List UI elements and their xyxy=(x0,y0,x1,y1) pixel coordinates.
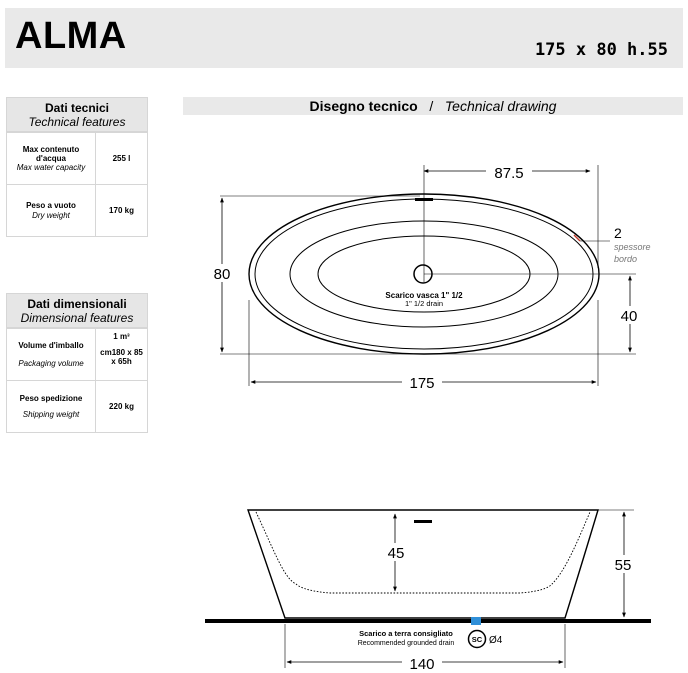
ground-drain-marker xyxy=(471,617,481,625)
dim-width: 80 xyxy=(213,266,231,283)
overflow-slot-side xyxy=(414,520,432,523)
rim-label-2: bordo xyxy=(614,254,638,264)
dim-length: 175 xyxy=(409,375,435,392)
drawing-title-separator: / xyxy=(429,98,434,114)
tech-features-subtitle: Technical features xyxy=(28,115,126,129)
shipping-weight-sublabel: Shipping weight xyxy=(22,409,80,419)
shipping-weight-value: 220 kg xyxy=(109,401,134,411)
sc-badge-text: SC xyxy=(471,635,483,644)
water-capacity-value: 255 l xyxy=(112,153,131,163)
drain-label-it: Scarico vasca 1" 1/2 xyxy=(385,291,463,300)
top-view xyxy=(208,162,651,392)
rim-thickness: 2 xyxy=(614,225,622,241)
rim-label-1: spessore xyxy=(614,242,651,252)
shipping-weight-label: Peso spedizione xyxy=(19,394,83,404)
tub-side-profile xyxy=(248,510,598,618)
tech-features-title: Dati tecnici xyxy=(44,101,110,115)
packaging-volume-sublabel: Packaging volume xyxy=(18,358,84,368)
dry-weight-sublabel: Dry weight xyxy=(32,210,70,220)
dim-height: 55 xyxy=(614,557,632,574)
dim-features-title: Dati dimensionali xyxy=(27,297,127,311)
dry-weight-label: Peso a vuoto xyxy=(26,201,76,211)
ground-drain-label-en: Recommended grounded drain xyxy=(357,640,455,647)
dim-base: 140 xyxy=(409,656,435,673)
water-capacity-sublabel: Max water capacity xyxy=(16,163,86,173)
drain-diameter: Ø4 xyxy=(489,635,503,646)
side-view xyxy=(205,510,651,673)
ground-drain-label-it: Scarico a terra consigliato xyxy=(359,629,453,638)
packaging-volume-label: Volume d'imballo xyxy=(18,341,84,351)
packaging-volume-value: 1 m³ xyxy=(113,332,130,341)
dim-half-width: 40 xyxy=(620,308,638,325)
product-size: 175 x 80 h.55 xyxy=(534,40,668,60)
dry-weight-value: 170 kg xyxy=(109,205,134,215)
ground-line xyxy=(205,619,651,623)
packaging-dimensions-value: cm180 x 85 x 65h xyxy=(100,347,143,367)
dim-depth: 45 xyxy=(387,545,405,562)
water-capacity-label: Max contenuto d'acqua xyxy=(22,144,80,163)
drawing-title-it: Disegno tecnico xyxy=(309,98,418,114)
product-name: ALMA xyxy=(15,15,127,57)
dim-half-length: 87.5 xyxy=(494,165,524,182)
drain-label-en: 1" 1/2 drain xyxy=(404,299,444,308)
dim-features-subtitle: Dimensional features xyxy=(20,311,134,325)
drawing-title-en: Technical drawing xyxy=(444,98,557,114)
